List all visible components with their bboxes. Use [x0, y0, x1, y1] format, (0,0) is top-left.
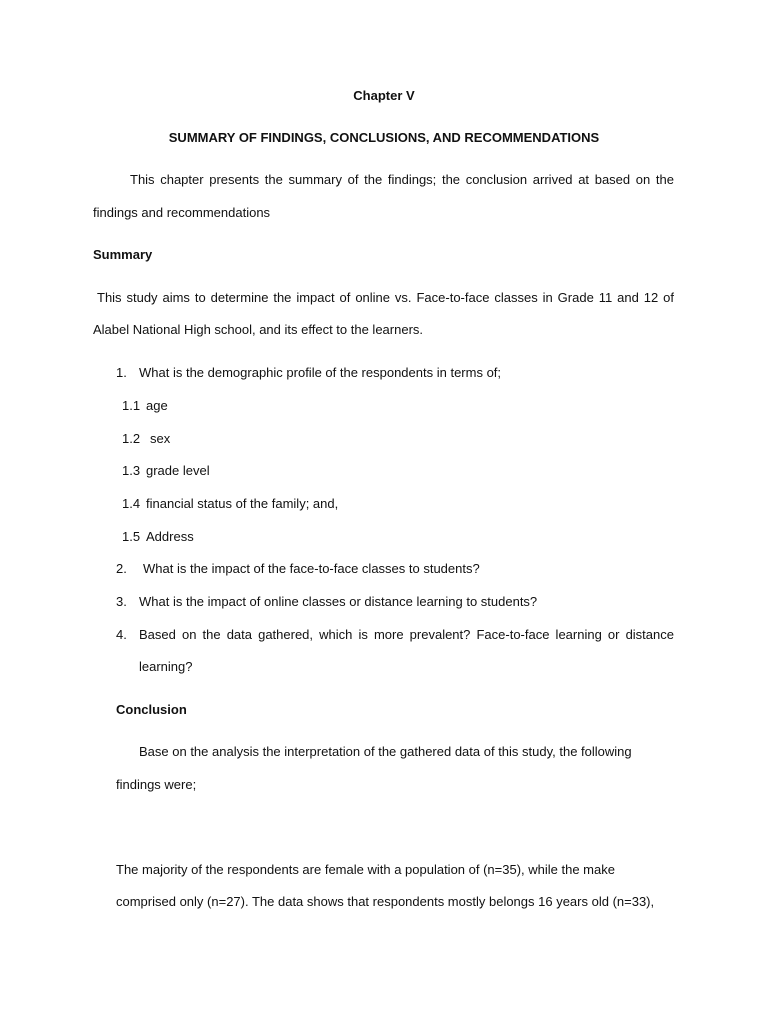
list-item-text-continued: learning? [139, 659, 193, 674]
findings-line-2: comprised only (n=27). The data shows that respondents mostly belongs 16 years old (n=33), [116, 894, 655, 909]
intro-line-1: This chapter presents the summary of the findings; the conclusion arrived at based on the [130, 172, 674, 187]
list-item-number: 2. [116, 561, 127, 576]
summary-line-2: Alabel National High school, and its effect to the learners. [93, 322, 424, 337]
sub-item-text: age [146, 398, 168, 413]
sub-item-number: 1.5 [122, 529, 141, 544]
findings-line-1: The majority of the respondents are female with a population of (n=35), while the make [116, 862, 615, 877]
conclusion-line-1: Base on the analysis the interpretation of the gathered data of this study, the following [139, 744, 632, 759]
list-item-number: 3. [116, 594, 127, 609]
sub-item-text: Address [146, 529, 194, 544]
list-item-number: 4. [116, 627, 127, 642]
chapter-heading: SUMMARY OF FINDINGS, CONCLUSIONS, AND RECOMMENDATIONS [168, 130, 600, 145]
summary-title: Summary [93, 247, 153, 262]
list-item-text: Based on the data gathered, which is more prevalent? Face-to-face learning or distance [139, 627, 674, 642]
sub-item-text: sex [150, 431, 171, 446]
sub-item-number: 1.1 [122, 398, 141, 413]
list-item-text: What is the impact of online classes or distance learning to students? [139, 594, 538, 609]
list-item-text: What is the impact of the face-to-face classes to students? [143, 561, 480, 576]
sub-item-number: 1.4 [122, 496, 141, 511]
chapter-title: Chapter V [353, 88, 415, 103]
sub-item-text: grade level [146, 463, 210, 478]
sub-item-text: financial status of the family; and, [146, 496, 339, 511]
conclusion-title: Conclusion [116, 702, 187, 717]
intro-line-2: findings and recommendations [93, 205, 271, 220]
conclusion-line-2: findings were; [116, 777, 197, 792]
sub-item-number: 1.2 [122, 431, 141, 446]
summary-line-1: This study aims to determine the impact of online vs. Face-to-face classes in Grade 11 and 12 of [97, 290, 674, 305]
list-item-number: 1. [116, 365, 127, 380]
sub-item-number: 1.3 [122, 463, 141, 478]
list-item-text: What is the demographic profile of the respondents in terms of; [139, 365, 502, 380]
